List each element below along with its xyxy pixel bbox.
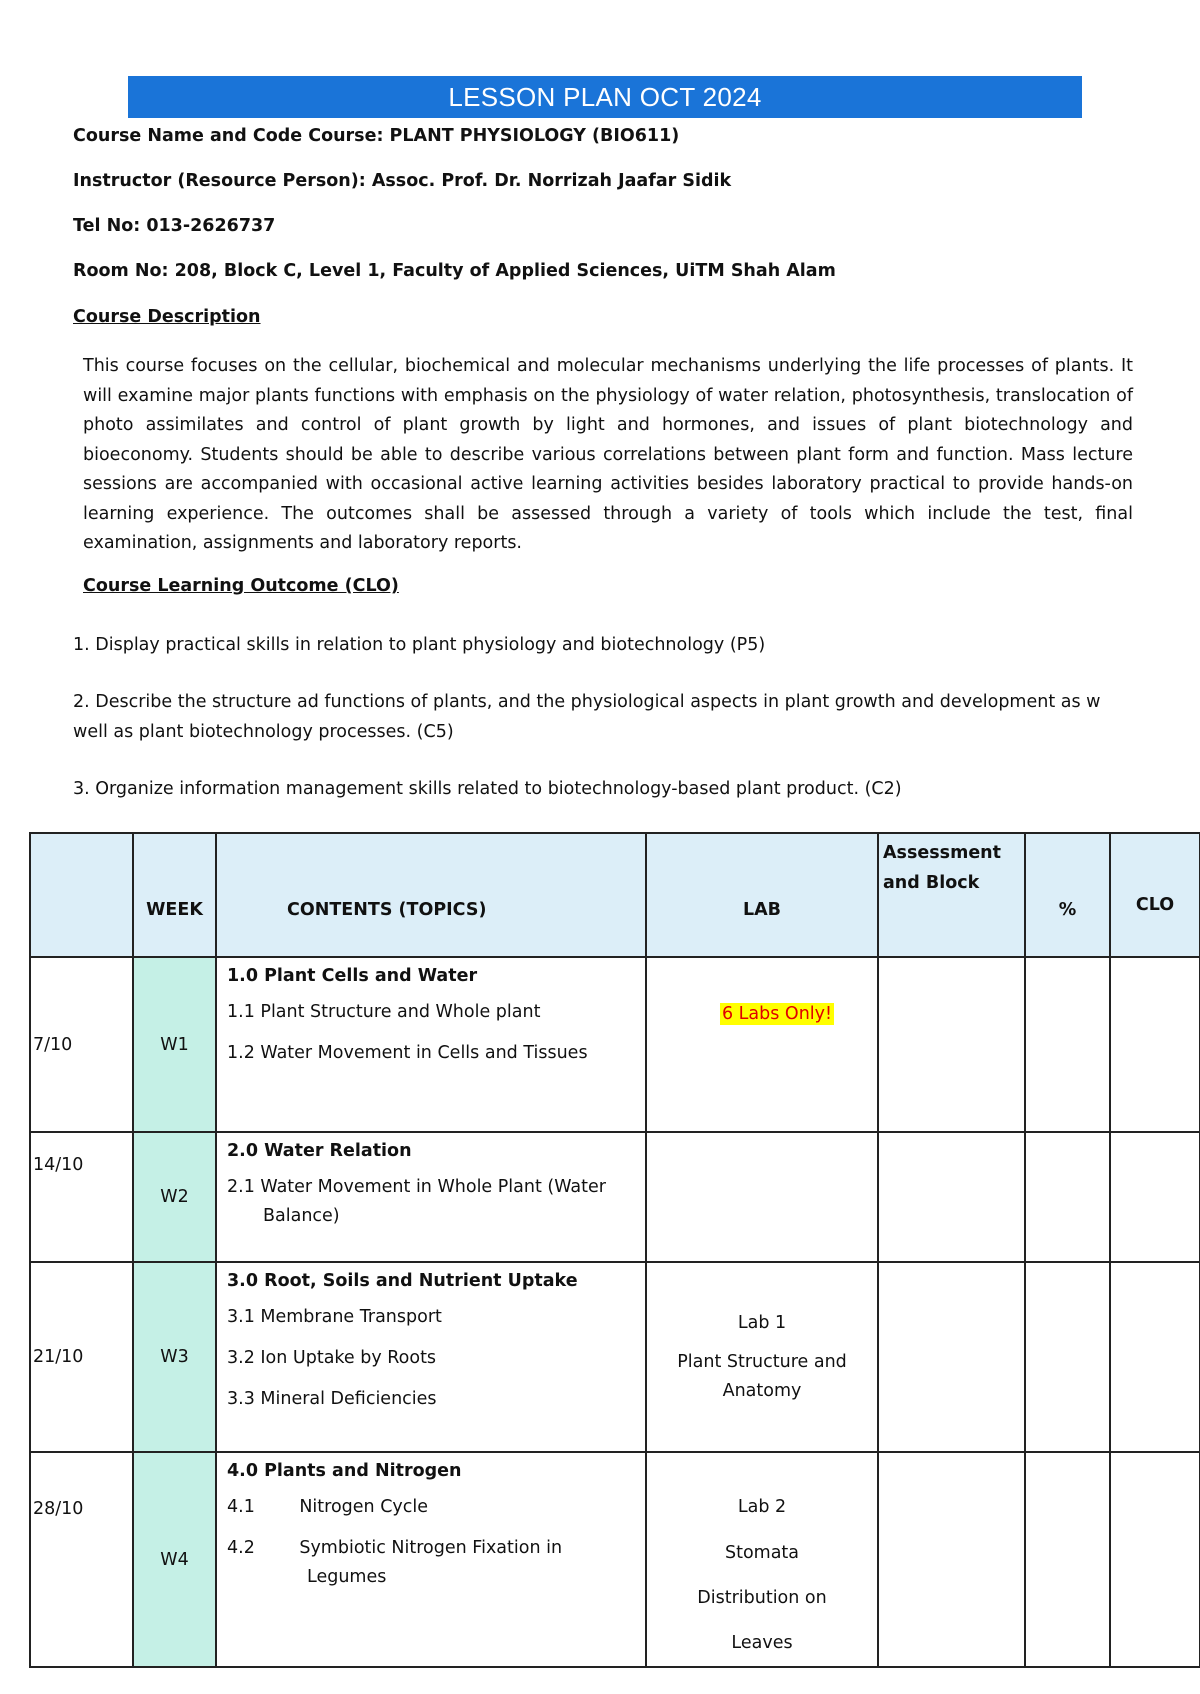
week-header: WEEK [133,833,216,957]
assessment-header: Assessment and Block [878,833,1025,957]
row-contents [216,1262,646,1452]
row-assessment [878,957,1025,1132]
row-date: 7/10 [30,957,133,1132]
row-lab [646,957,878,1132]
clo-item-3: 3. Organize information management skills related to biotechnology-based plant product. (C2) [73,779,902,799]
clo-item-2: 2. Describe the structure ad functions of plants, and the physiological aspects in plant growth and development as w well as plant biotechnology processes. (C5) [73,692,1101,742]
labs-only-note: 6 Labs Only! [721,1004,833,1024]
room-no: Room No: 208, Block C, Level 1, Faculty of Applied Sciences, UiTM Shah Alam [73,261,836,281]
lesson-plan-table [29,832,1200,1668]
table-row [30,957,1200,1132]
lab-title: Lab 1 [737,1313,787,1333]
row-lab [646,1132,878,1262]
row-percent [1025,957,1110,1132]
topic-heading: 3.0 Root, Soils and Nutrient Uptake [227,1271,578,1291]
subtopic: 4.2 Symbiotic Nitrogen Fixation in Legumes [227,1538,568,1587]
row-date: 14/10 [30,1132,133,1262]
row-contents [216,957,646,1132]
contents-header: CONTENTS (TOPICS) [216,833,646,957]
date-header [30,833,133,957]
course-name: Course Name and Code Course: PLANT PHYSIOLOGY (BIO611) [73,126,680,146]
topic-heading: 2.0 Water Relation [227,1141,412,1161]
instructor: Instructor (Resource Person): Assoc. Prof. Dr. Norrizah Jaafar Sidik [73,171,732,191]
topic-heading: 4.0 Plants and Nitrogen [227,1461,462,1481]
row-week: W1 [133,957,216,1132]
table-row [30,1262,1200,1452]
course-description: This course focuses on the cellular, biochemical and molecular mechanisms underlying the life processes of plants. It will examine major plants functions with emphasis on the physiology of water relation, photosynthesis, translocation of photo assimilates and control of plant growth by light and hormones, and issues of plant biotechnology and bioeconomy. Students should be able to describe various correlations between plant form and function. Mass lecture sessions are accompanied with occasional active learning activities besides laboratory practical to provide hands-on learning experience. The outcomes shall be assessed through a variety of tools which include the test, final examination, assignments and laboratory reports. [83,356,1133,553]
subtopic: 3.3 Mineral Deficiencies [227,1389,437,1409]
row-assessment [878,1262,1025,1452]
table-row [30,1452,1200,1667]
topic-heading: 1.0 Plant Cells and Water [227,966,478,986]
row-date: 28/10 [30,1452,133,1667]
tel-no: Tel No: 013-2626737 [73,216,276,236]
row-clo [1110,1132,1200,1262]
row-clo [1110,1452,1200,1667]
row-clo [1110,1262,1200,1452]
subtopic: 3.1 Membrane Transport [227,1307,442,1327]
row-week: W4 [133,1452,216,1667]
row-lab [646,1262,878,1452]
clo-header: CLO [1110,833,1200,957]
lab-name: Plant Structure and Anatomy [677,1352,847,1401]
row-assessment [878,1132,1025,1262]
lab-header: LAB [646,833,878,957]
percent-header: % [1025,833,1110,957]
course-description-heading: Course Description [73,307,261,327]
subtopic: 1.1 Plant Structure and Whole plant [227,1002,541,1022]
subtopic: 2.1 Water Movement in Whole Plant (Water Balance) [227,1177,606,1226]
subtopic: 1.2 Water Movement in Cells and Tissues [227,1043,588,1063]
clo-heading: Course Learning Outcome (CLO) [83,576,399,596]
row-percent [1025,1262,1110,1452]
row-lab [646,1452,878,1667]
row-week: W3 [133,1262,216,1452]
table-header-row [30,833,1200,957]
lab-name: Stomata Distribution on Leaves [697,1543,827,1653]
subtopic: 3.2 Ion Uptake by Roots [227,1348,437,1368]
table-row [30,1132,1200,1262]
row-clo [1110,957,1200,1132]
lesson-plan-banner: LESSON PLAN OCT 2024 [128,76,1082,118]
row-contents [216,1132,646,1262]
row-contents [216,1452,646,1667]
row-week: W2 [133,1132,216,1262]
row-assessment [878,1452,1025,1667]
lab-title: Lab 2 [737,1497,787,1517]
row-date: 21/10 [30,1262,133,1452]
subtopic: 4.1 Nitrogen Cycle [227,1497,429,1517]
clo-item-1: 1. Display practical skills in relation to plant physiology and biotechnology (P5) [73,635,766,655]
row-percent [1025,1452,1110,1667]
row-percent [1025,1132,1110,1262]
